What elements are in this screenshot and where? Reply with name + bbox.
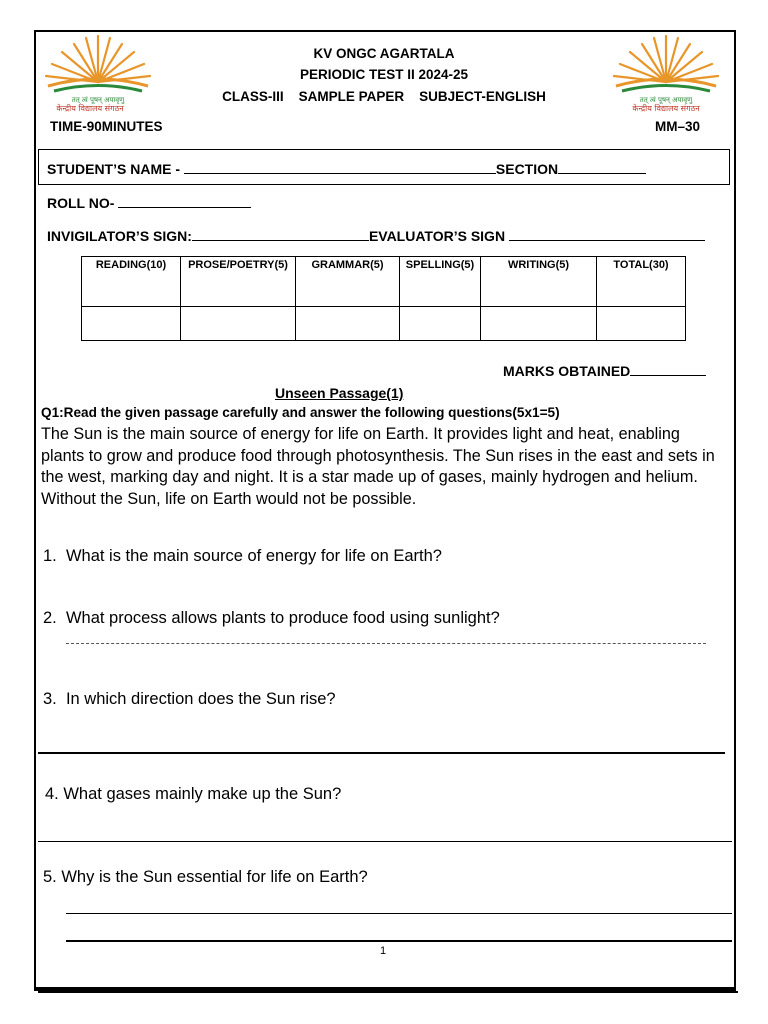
- question-1: [43, 547, 442, 566]
- marks-table-entry-row: [82, 307, 686, 341]
- question-text: What is the main source of energy for life on Earth?: [65, 547, 442, 565]
- marks-entry-cell[interactable]: [481, 307, 597, 341]
- time-label: TIME-90MINUTES: [50, 119, 163, 134]
- marks-entry-cell[interactable]: [296, 307, 400, 341]
- max-marks: MM–30: [655, 119, 701, 134]
- question-number: 1.: [43, 547, 57, 565]
- section-label: SECTION: [495, 161, 559, 177]
- answer-line-4[interactable]: [38, 841, 732, 842]
- question-text: What process allows plants to produce food using sunlight?: [65, 609, 500, 627]
- invigilator-sign-label: INVIGILATOR’S SIGN:: [47, 228, 192, 244]
- question-text: Why is the Sun essential for life on Earth?: [61, 868, 368, 886]
- logo-org: केन्द्रीय विद्यालय संगठन: [56, 104, 124, 112]
- marks-entry-cell[interactable]: [82, 307, 181, 341]
- marks-table: [81, 256, 686, 341]
- marks-header-cell: WRITING(5): [481, 257, 597, 307]
- marks-header-cell: READING(10): [82, 257, 181, 307]
- answer-line-3[interactable]: [38, 752, 725, 754]
- marks-header-cell: GRAMMAR(5): [296, 257, 400, 307]
- roll-no-label: ROLL NO-: [47, 195, 119, 211]
- roll-no-field[interactable]: [118, 207, 251, 208]
- question-number: 4.: [45, 785, 59, 803]
- question-number: 3.: [43, 690, 57, 708]
- student-name-field[interactable]: [184, 173, 496, 174]
- test-title: PERIODIC TEST II 2024-25: [299, 67, 469, 82]
- svg-text:तत् त्वं पूषन् अपावृणु: तत् त्वं पूषन् अपावृणु: [639, 96, 693, 104]
- question-2: [43, 609, 500, 628]
- svg-text:केन्द्रीय विद्यालय संगठन: केन्द्रीय विद्यालय संगठन: [632, 104, 700, 112]
- roll-no-row: [47, 195, 251, 211]
- marks-table-header-row: [82, 257, 686, 307]
- section-field[interactable]: [558, 173, 646, 174]
- marks-entry-cell[interactable]: [400, 307, 481, 341]
- school-name: KV ONGC AGARTALA: [313, 46, 455, 61]
- marks-header-cell: SPELLING(5): [400, 257, 481, 307]
- evaluator-sign-field[interactable]: [509, 240, 705, 241]
- invigilator-sign-field[interactable]: [192, 240, 369, 241]
- question-instruction: Q1:Read the given passage carefully and answer the following questions(5x1=5): [41, 405, 560, 420]
- question-5: [43, 868, 368, 887]
- page-number: 1: [380, 945, 387, 957]
- student-name-label: STUDENT’S NAME -: [47, 161, 184, 177]
- reading-passage: The Sun is the main source of energy for life on Earth. It provides light and heat, enabling plants to grow and produce food through photosynthesis. The Sun rises in the east and sets in the west, marking day and night. It is a star made up of gases, mainly hydrogen and helium. Without the Sun, life on Earth would not be possible.: [41, 425, 715, 508]
- marks-entry-cell[interactable]: [181, 307, 296, 341]
- question-text: In which direction does the Sun rise?: [65, 690, 336, 708]
- section-title: Unseen Passage(1): [275, 385, 404, 401]
- marks-obtained-label: MARKS OBTAINED: [503, 363, 631, 379]
- question-text: What gases mainly make up the Sun?: [63, 785, 342, 803]
- class-subject-line: CLASS-III SAMPLE PAPER SUBJECT-ENGLISH: [222, 89, 546, 104]
- marks-obtained-field[interactable]: [630, 375, 706, 376]
- answer-line-5a[interactable]: [66, 913, 732, 914]
- marks-obtained-row: [503, 363, 706, 379]
- question-number: 5.: [43, 868, 57, 886]
- question-number: 2.: [43, 609, 57, 627]
- student-name-row: [47, 161, 646, 177]
- evaluator-sign-label: EVALUATOR’S SIGN: [368, 228, 509, 244]
- marks-header-cell: TOTAL(30): [597, 257, 686, 307]
- answer-line-5b[interactable]: [66, 940, 732, 942]
- marks-header-cell: PROSE/POETRY(5): [181, 257, 296, 307]
- answer-line-2[interactable]: [66, 643, 706, 644]
- marks-entry-cell[interactable]: [597, 307, 686, 341]
- question-3: [43, 690, 336, 709]
- signature-row: [47, 228, 705, 244]
- logo-motto: तत् त्वं पूषन् अपावृणु: [71, 96, 125, 104]
- question-4: [45, 785, 341, 804]
